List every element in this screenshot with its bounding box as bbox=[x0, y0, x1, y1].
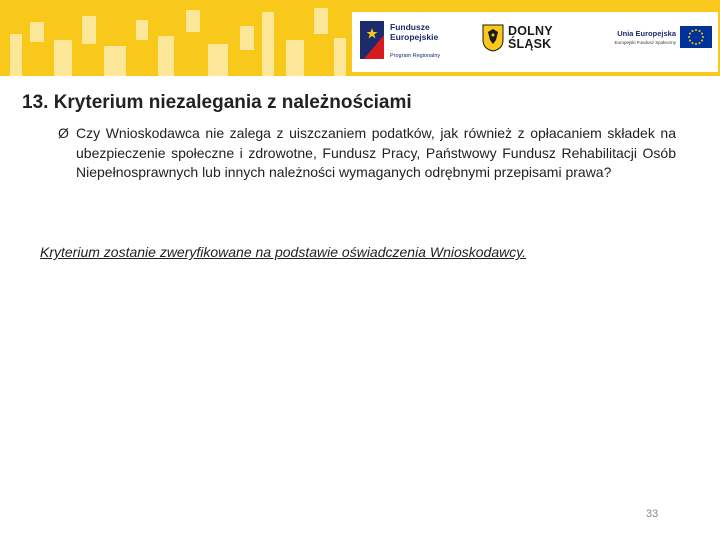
banner-decor-block bbox=[104, 46, 126, 76]
banner-decor-block bbox=[240, 26, 254, 50]
fundusze-line2: Europejskie bbox=[390, 32, 439, 42]
unia-europejska-logo bbox=[592, 26, 712, 56]
dolny-slask-text bbox=[508, 25, 553, 51]
banner-decor-block bbox=[82, 16, 96, 44]
lower-silesia-crest-icon bbox=[482, 24, 504, 52]
question-text: Czy Wnioskodawca nie zalega z uiszczaniem podatków, jak również z opłacaniem składek na ubezpieczenie społeczne i zdrowotne, Fundusz Pracy, Państwowy Fundusz Rehabilitacji Osób Niepełnosprawnych lub innych należności wymaganych odrębnymi przepisami prawa? bbox=[76, 125, 676, 180]
banner-decor-block bbox=[186, 10, 200, 32]
dolny-slask-line1: DOLNY bbox=[508, 24, 553, 38]
slide-title: 13. Kryterium niezalegania z należnościami bbox=[22, 92, 412, 113]
page-number: 33 bbox=[646, 508, 659, 520]
verification-note: Kryterium zostanie zweryfikowane na podstawie oświadczenia Wnioskodawcy. bbox=[40, 244, 527, 260]
logo-panel bbox=[352, 12, 718, 72]
fundusze-sub: Program Regionalny bbox=[390, 53, 441, 59]
eu-funds-star-flag-icon bbox=[360, 21, 384, 59]
header-banner bbox=[0, 0, 720, 76]
banner-decor-block bbox=[10, 34, 22, 76]
dolny-slask-line2: ŚLĄSK bbox=[508, 37, 552, 51]
fundusze-line1: Fundusze bbox=[390, 22, 430, 32]
banner-decor-block bbox=[136, 20, 148, 40]
banner-decor-block bbox=[262, 12, 274, 76]
eu-flag-icon bbox=[680, 26, 712, 48]
banner-decor-block bbox=[286, 40, 304, 76]
arrow-bullet-icon: Ø bbox=[58, 125, 69, 141]
banner-decor-block bbox=[334, 38, 346, 76]
fundusze-europejskie-logo bbox=[360, 19, 470, 65]
banner-decor-block bbox=[54, 40, 72, 76]
unia-europejska-text: Unia Europejska bbox=[617, 29, 676, 38]
dolny-slask-logo bbox=[482, 24, 570, 60]
banner-decor-block bbox=[30, 22, 44, 42]
banner-decor-block bbox=[208, 44, 228, 76]
unia-europejska-sub: Europejski Fundusz Społeczny bbox=[614, 40, 676, 45]
banner-decor-block bbox=[158, 36, 174, 76]
fundusze-logo-text bbox=[390, 22, 438, 42]
banner-decor-block bbox=[314, 8, 328, 34]
